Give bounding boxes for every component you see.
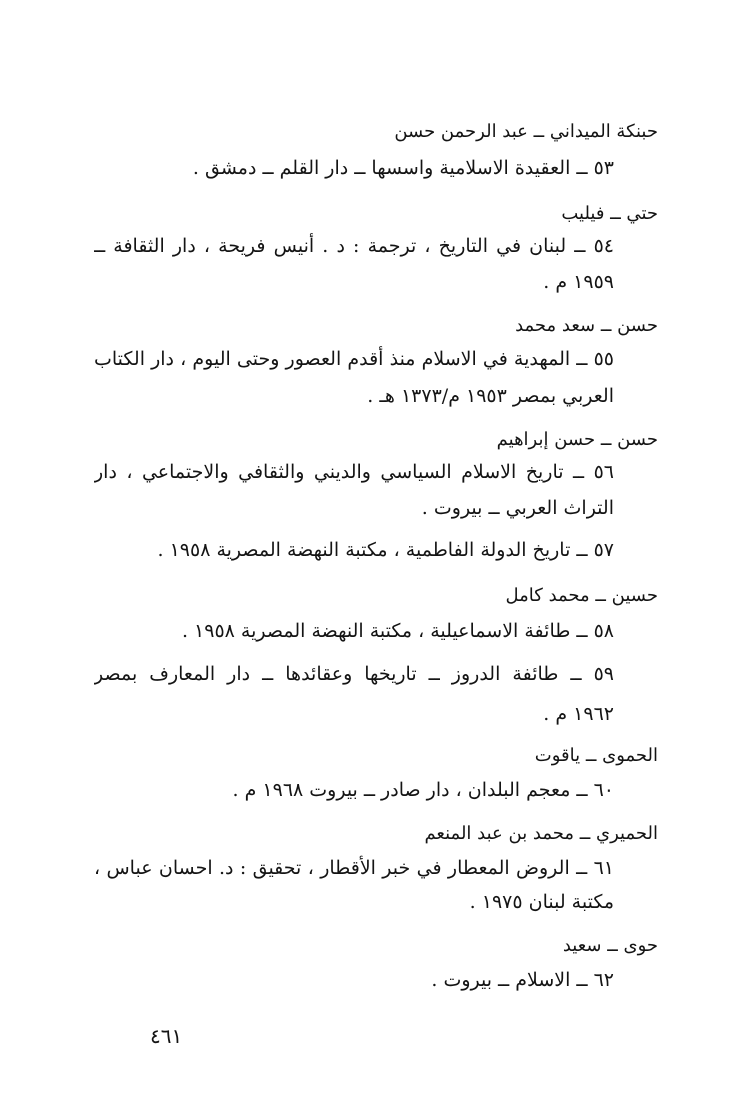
reference-line: ٦٢ ــ الاسلام ــ بيروت . (431, 969, 614, 991)
reference-line: ٥٨ ــ طائفة الاسماعيلية ، مكتبة النهضة المصرية ١٩٥٨ . (181, 620, 614, 642)
reference-line: ٥٣ ــ العقيدة الاسلامية واسسها ــ دار القلم ــ دمشق . (192, 157, 614, 179)
reference-line: ٥٧ ــ تاريخ الدولة الفاطمية ، مكتبة النهضة المصرية ١٩٥٨ . (157, 539, 614, 561)
author-heading: حوى ــ سعيد (562, 935, 658, 956)
reference-line-continuation: التراث العربي ــ بيروت . (421, 497, 614, 519)
author-heading: الحميري ــ محمد بن عبد المنعم (424, 823, 658, 844)
reference-line-continuation: مكتبة لبنان ١٩٧٥ . (469, 891, 614, 913)
reference-line: ٥٦ ــ تاريخ الاسلام السياسي والديني والثقافي والاجتماعي ، دار (94, 461, 614, 483)
reference-line: ٦٠ ــ معجم البلدان ، دار صادر ــ بيروت ١٩٦٨ م . (232, 779, 614, 801)
author-heading: حسن ــ حسن إبراهيم (496, 429, 658, 450)
author-heading: حسن ــ سعد محمد (515, 315, 658, 336)
reference-line-continuation: العربي بمصر ١٩٥٣ م/١٣٧٣ هـ . (367, 385, 614, 407)
author-heading: الحموى ــ ياقوت (534, 745, 658, 766)
author-heading: حتي ــ فيليب (561, 203, 658, 224)
reference-line: ٥٤ ــ لبنان في التاريخ ، ترجمة : د . أنيس فريحة ، دار الثقافة ــ (94, 235, 614, 257)
page-number: ٤٦١ (150, 1024, 183, 1048)
author-heading: حبنكة الميداني ــ عبد الرحمن حسن (394, 121, 658, 142)
reference-line: ٥٥ ــ المهدية في الاسلام منذ أقدم العصور وحتى اليوم ، دار الكتاب (94, 348, 614, 370)
reference-line-continuation: ١٩٥٩ م . (543, 271, 614, 293)
author-heading: حسين ــ محمد كامل (505, 585, 658, 606)
reference-line: ٦١ ــ الروض المعطار في خبر الأقطار ، تحقيق : د. احسان عباس ، (94, 857, 614, 879)
reference-line-continuation: ١٩٦٢ م . (543, 703, 614, 725)
reference-line: ٥٩ ــ طائفة الدروز ــ تاريخها وعقائدها ــ دار المعارف بمصر (94, 663, 614, 685)
